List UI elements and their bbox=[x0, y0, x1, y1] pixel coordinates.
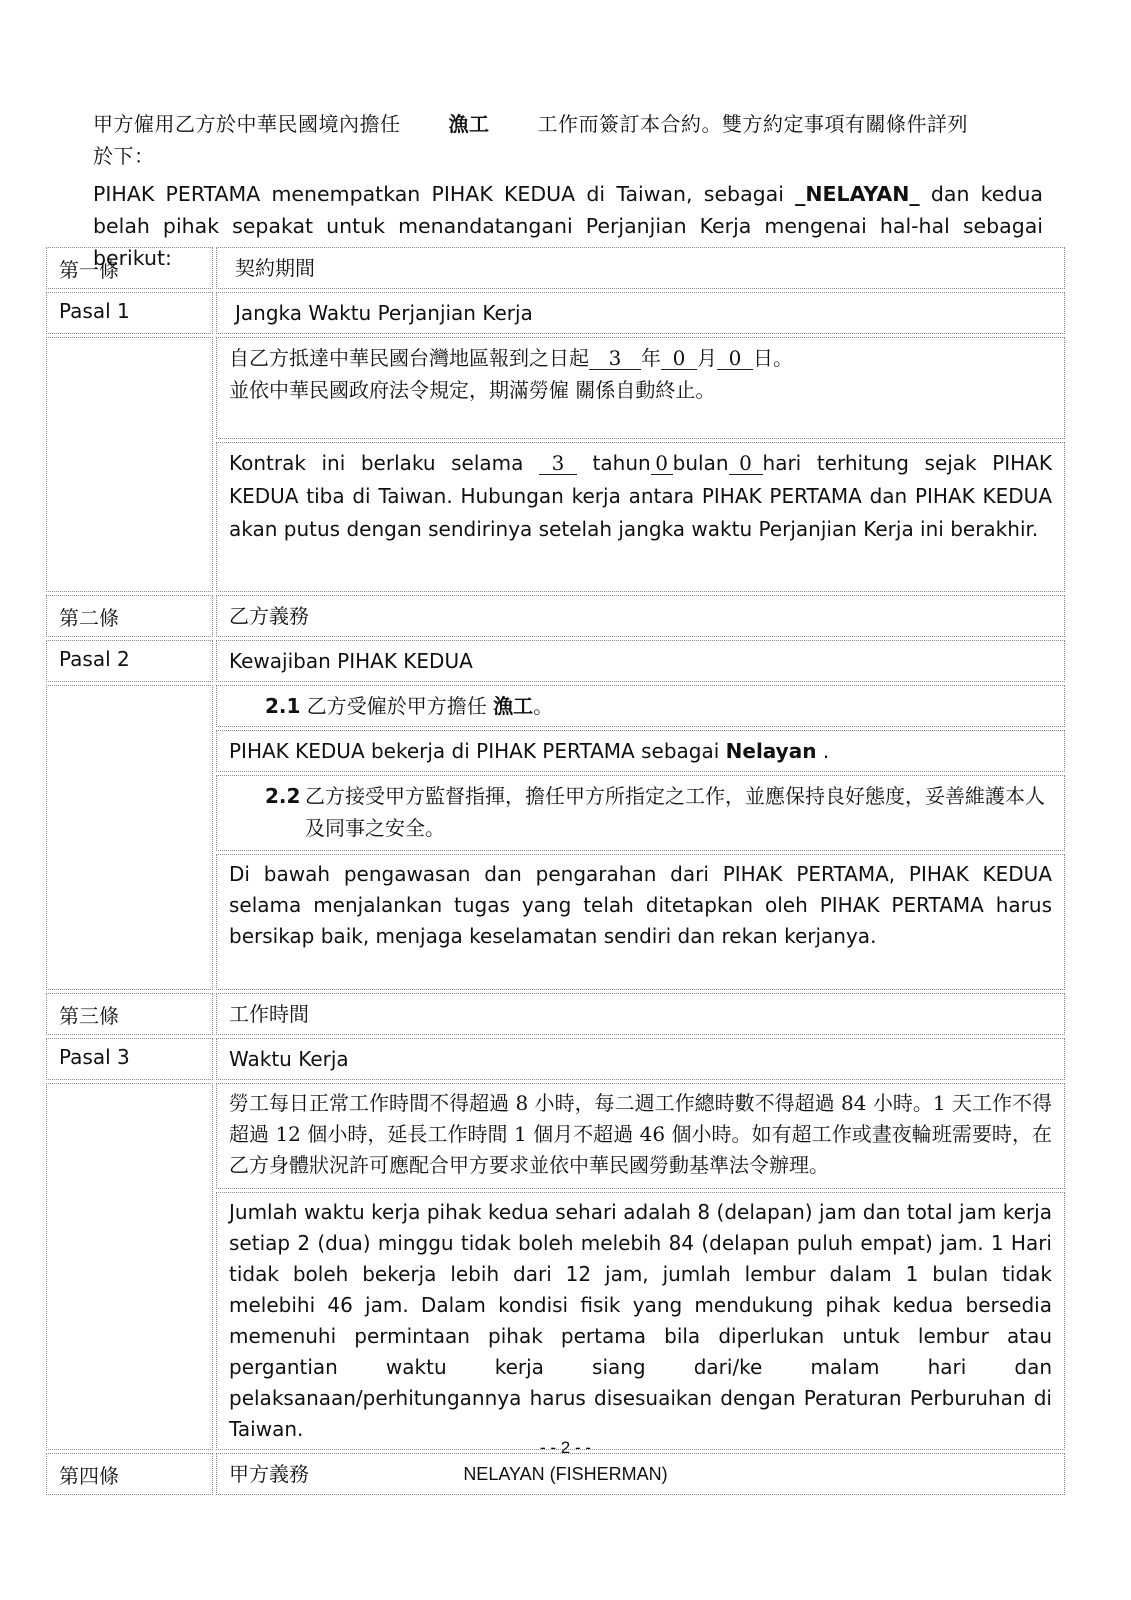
article2-id-header-row bbox=[46, 640, 1065, 682]
article2-id-label: Pasal 2 bbox=[46, 640, 213, 682]
page-number: - - 2 - - bbox=[540, 1438, 591, 1457]
article1-zh-header-row bbox=[46, 247, 1065, 289]
article1-months-field: 0 bbox=[661, 347, 697, 370]
intro-id-text-2: dan kedua belah pihak sepakat untuk menandatangani Perjanjian Kerja mengenai hal-hal sebagai berikut: bbox=[93, 182, 1043, 270]
article2-2-number: 2.2 bbox=[265, 784, 301, 808]
article1-id-days-field: 0 bbox=[729, 452, 763, 475]
article2-zh-header-row bbox=[46, 595, 1065, 637]
article1-id-months-field: 0 bbox=[651, 452, 673, 475]
article1-zh-body bbox=[216, 337, 1065, 439]
article2-1-zh-job: 漁工 bbox=[493, 694, 534, 718]
article1-zh-text-a: 自乙方抵達中華民國台灣地區報到之日起 bbox=[229, 346, 589, 370]
article3-zh-body-row bbox=[46, 1083, 1065, 1189]
article2-1-zh-row bbox=[46, 685, 1065, 727]
intro-zh-text-2: 工作而簽訂本合約。雙方約定事項有關條件詳列 bbox=[537, 112, 968, 136]
article2-1-zh-end: 。 bbox=[533, 694, 554, 718]
article1-id-text-b: hari terhitung sejak PIHAK KEDUA tiba di Taiwan. Hubungan kerja antara PIHAK PERTAMA dan PIHAK KEDUA akan putus dengan sendirinya setelah jangka waktu Perjanjian Kerja ini berakhir. bbox=[229, 451, 1053, 541]
intro-zh-job: 漁工 bbox=[448, 112, 490, 136]
article1-zh-title: 契約期間 bbox=[216, 247, 1065, 289]
article1-zh-year: 年 bbox=[641, 346, 661, 370]
intro-zh-text: 甲方僱用乙方於中華民國境內擔任 bbox=[93, 112, 401, 136]
article2-1-id bbox=[216, 730, 1065, 772]
article1-zh-text-b: 並依中華民國政府法令規定，期滿勞僱 關係自動終止。 bbox=[229, 378, 716, 402]
intro-id-job: _NELAYAN_ bbox=[795, 182, 920, 206]
article1-id-header-row bbox=[46, 292, 1065, 334]
intro-zh-line2: 於下： bbox=[93, 144, 155, 168]
article2-2-zh bbox=[216, 775, 1065, 851]
intro-id-text: PIHAK PERTAMA menempatkan PIHAK KEDUA di Taiwan, sebagai bbox=[93, 182, 784, 206]
article1-id-bulan: bulan bbox=[672, 451, 729, 475]
article4-zh-title: 甲方義務 bbox=[216, 1453, 1065, 1495]
article1-id-tahun: tahun bbox=[592, 451, 651, 475]
article2-2-id: Di bawah pengawasan dan pengarahan dari PIHAK PERTAMA, PIHAK KEDUA selama menjalankan tugas yang telah ditetapkan oleh PIHAK PERTAMA harus bersikap baik, menjaga keselamatan sendiri dan rekan kerjanya. bbox=[216, 854, 1065, 990]
article2-zh-label: 第二條 bbox=[46, 595, 213, 637]
article3-id-label: Pasal 3 bbox=[46, 1038, 213, 1080]
article2-body-label-empty bbox=[46, 685, 213, 990]
article2-2-zh-text: 乙方接受甲方監督指揮，擔任甲方所指定之工作，並應保持良好態度，妥善維護本人及同事之安全。 bbox=[305, 784, 1045, 840]
article3-zh-header-row bbox=[46, 993, 1065, 1035]
article1-id-text-a: Kontrak ini berlaku selama bbox=[229, 451, 524, 475]
article2-1-zh bbox=[216, 685, 1065, 727]
article2-1-id-end: . bbox=[822, 739, 830, 763]
article3-zh-title: 工作時間 bbox=[216, 993, 1065, 1035]
article1-zh-label: 第一條 bbox=[46, 247, 213, 289]
article3-id-body: Jumlah waktu kerja pihak kedua sehari adalah 8 (delapan) jam dan total jam kerja setiap 2 (dua) minggu tidak boleh melebih 84 (delapan puluh empat) jam. 1 Hari tidak boleh bekerja lebih dari 12 jam, jumlah lembur dalam 1 bulan tidak melebihi 46 jam. Dalam kondisi fisik yang mendukung pihak kedua bersedia memenuhi permintaan pihak pertama bila diperlukan untuk lembur atau pergantian waktu kerja siang dari/ke malam hari dan pelaksanaan/perhitungannya harus disesuaikan dengan Peraturan Perburuhan di Taiwan. bbox=[216, 1192, 1065, 1450]
article3-body-label-empty bbox=[46, 1083, 213, 1450]
article1-zh-month: 月 bbox=[697, 346, 717, 370]
article1-id-years-field: 3 bbox=[539, 452, 577, 475]
article2-1-zh-text: 乙方受僱於甲方擔任 bbox=[306, 694, 487, 718]
article1-days-field: 0 bbox=[717, 347, 753, 370]
article4-zh-label: 第四條 bbox=[46, 1453, 213, 1495]
footer-title: NELAYAN (FISHERMAN) bbox=[463, 1464, 668, 1484]
article3-id-header-row bbox=[46, 1038, 1065, 1080]
intro-chinese bbox=[93, 108, 1043, 172]
article2-zh-title: 乙方義務 bbox=[216, 595, 1065, 637]
article2-id-title: Kewajiban PIHAK KEDUA bbox=[216, 640, 1065, 682]
article2-1-id-text: PIHAK KEDUA bekerja di PIHAK PERTAMA sebagai bbox=[229, 739, 720, 763]
article1-zh-day: 日。 bbox=[753, 346, 793, 370]
article2-1-id-job: Nelayan bbox=[725, 739, 817, 763]
article1-id-body bbox=[216, 442, 1065, 592]
article3-zh-body: 勞工每日正常工作時間不得超過 8 小時，每二週工作總時數不得超過 84 小時。1 天工作不得超過 12 個小時，延長工作時間 1 個月不超過 46 個小時。如有超工作或晝夜輪班需要時，在乙方身體狀況許可應配合甲方要求並依中華民國勞動基準法令辦理。 bbox=[216, 1083, 1065, 1189]
article2-1-number: 2.1 bbox=[265, 694, 301, 718]
contract-table bbox=[43, 244, 1068, 1498]
article3-zh-label: 第三條 bbox=[46, 993, 213, 1035]
article1-years-field: 3 bbox=[589, 347, 641, 370]
article1-body-label-empty bbox=[46, 337, 213, 592]
article1-id-label: Pasal 1 bbox=[46, 292, 213, 334]
article3-id-title: Waktu Kerja bbox=[216, 1038, 1065, 1080]
article1-id-title: Jangka Waktu Perjanjian Kerja bbox=[216, 292, 1065, 334]
article1-zh-body-row bbox=[46, 337, 1065, 439]
